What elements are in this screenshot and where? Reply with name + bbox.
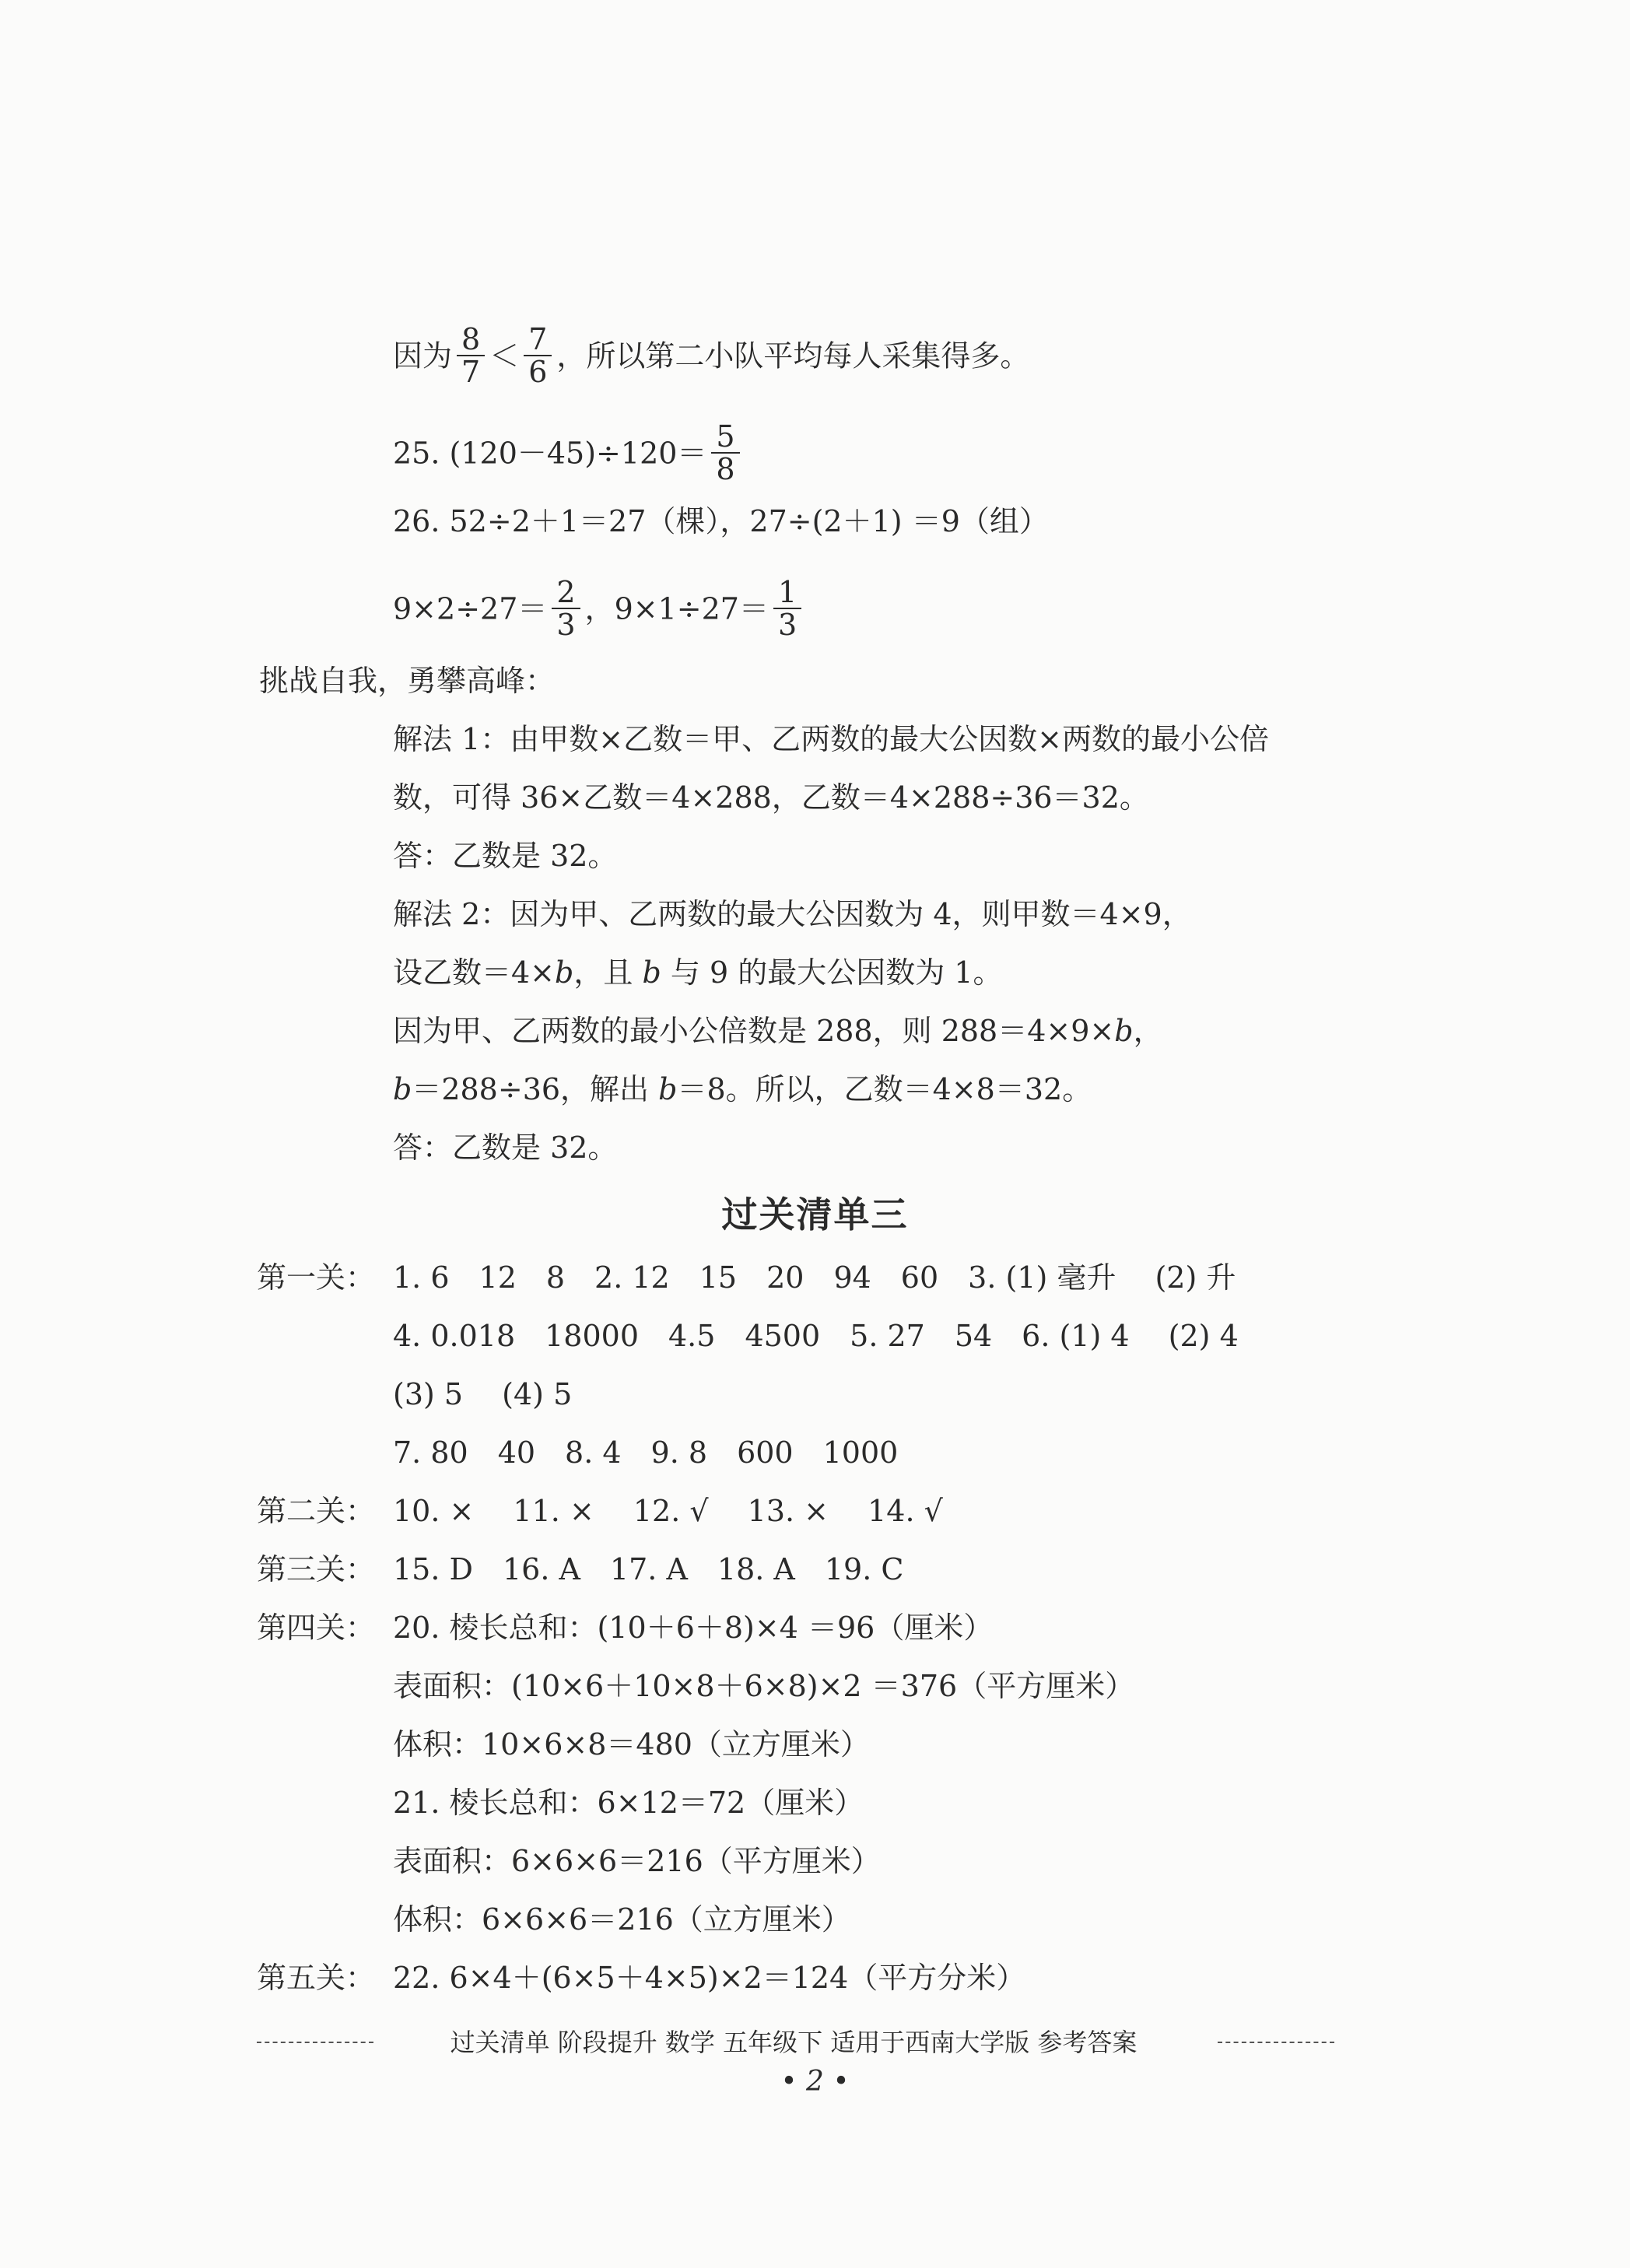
page-footer bbox=[249, 2023, 1338, 2062]
level-1-line-2: 4. 0.018 18000 4.5 4500 5. 27 54 6. (1) 4 (2) 4 bbox=[393, 1319, 1239, 1353]
answer-line-25: 25. (120－45)÷120＝ $\frac{5}{8}$ bbox=[393, 424, 745, 488]
level-5-label: 第五关： bbox=[257, 1961, 376, 1995]
method-1-line-1: 解法 1：由甲数×乙数＝甲、乙两数的最大公因数×两数的最小公倍 bbox=[393, 722, 1269, 756]
answer-line-24-conclusion: 因为 $\frac{8}{7}$ ＜ $\frac{7}{6}$ ，所以第二小队平均每人采集得多。 bbox=[393, 322, 1030, 389]
level-4-line-6: 体积：6×6×6＝216（立方厘米） bbox=[393, 1902, 851, 1937]
answer-2: 答：乙数是 32。 bbox=[393, 1130, 618, 1165]
level-2-label: 第二关： bbox=[257, 1494, 376, 1528]
method-2-line-4: b＝288÷36，解出 b＝8。所以，乙数＝4×8＝32。 bbox=[393, 1072, 1092, 1106]
answer-1: 答：乙数是 32。 bbox=[393, 839, 618, 873]
level-1-line-3: (3) 5 (4) 5 bbox=[393, 1377, 573, 1411]
level-1-line-1: 1. 6 12 8 2. 12 15 20 94 60 3. (1) 毫升 (2) 升 bbox=[393, 1260, 1236, 1295]
footer-divider-right bbox=[1218, 2042, 1334, 2043]
fraction-5-8: $\frac{5}{8}$ bbox=[711, 421, 739, 485]
fraction-7-6: $\frac{7}{6}$ bbox=[524, 324, 552, 387]
level-4-line-5: 表面积：6×6×6＝216（平方厘米） bbox=[393, 1844, 881, 1878]
level-4-line-4: 21. 棱长总和：6×12＝72（厘米） bbox=[393, 1786, 864, 1820]
footer-divider-left bbox=[257, 2042, 373, 2043]
page-number: • 2 • bbox=[780, 2066, 850, 2098]
method-2-line-2: 设乙数＝4×b，且 b 与 9 的最大公因数为 1。 bbox=[393, 955, 1003, 990]
footer-text: 过关清单 阶段提升 数学 五年级下 适用于西南大学版 参考答案 bbox=[450, 2028, 1137, 2057]
challenge-heading: 挑战自我，勇攀高峰： bbox=[259, 664, 556, 698]
level-4-line-2: 表面积：(10×6＋10×8＋6×8)×2 ＝376（平方厘米） bbox=[393, 1669, 1135, 1703]
method-1-line-2: 数，可得 36×乙数＝4×288，乙数＝4×288÷36＝32。 bbox=[393, 780, 1149, 815]
level-4-label: 第四关： bbox=[257, 1611, 376, 1645]
level-2-line: 10. × 11. × 12. √ 13. × 14. √ bbox=[393, 1494, 943, 1528]
level-1-line-4: 7. 80 40 8. 4 9. 8 600 1000 bbox=[393, 1435, 899, 1470]
level-3-line: 15. D 16. A 17. A 18. A 19. C bbox=[393, 1552, 904, 1586]
fraction-1-3: $\frac{1}{3}$ bbox=[773, 577, 801, 640]
level-5-line: 22. 6×4＋(6×5＋4×5)×2＝124（平方分米） bbox=[393, 1961, 1026, 1995]
level-4-line-3: 体积：10×6×8＝480（立方厘米） bbox=[393, 1727, 870, 1761]
method-2-line-1: 解法 2：因为甲、乙两数的最大公因数为 4，则甲数＝4×9， bbox=[393, 897, 1192, 931]
answer-line-26: 26. 52÷2＋1＝27（棵），27÷(2＋1) ＝9（组） bbox=[393, 504, 1049, 538]
level-3-label: 第三关： bbox=[257, 1552, 376, 1586]
fraction-2-3: $\frac{2}{3}$ bbox=[552, 577, 580, 640]
fraction-8-7: $\frac{8}{7}$ bbox=[457, 324, 485, 387]
level-4-line-1: 20. 棱长总和：(10＋6＋8)×4 ＝96（厘米） bbox=[393, 1611, 994, 1645]
section-title: 过关清单三 bbox=[721, 1194, 909, 1236]
answer-line-26-fractions: 9×2÷27＝ $\frac{2}{3}$ ，9×1÷27＝ $\frac{1}{3}$ bbox=[393, 580, 806, 643]
method-2-line-3: 因为甲、乙两数的最小公倍数是 288，则 288＝4×9×b， bbox=[393, 1014, 1163, 1048]
level-1-label: 第一关： bbox=[257, 1260, 376, 1295]
